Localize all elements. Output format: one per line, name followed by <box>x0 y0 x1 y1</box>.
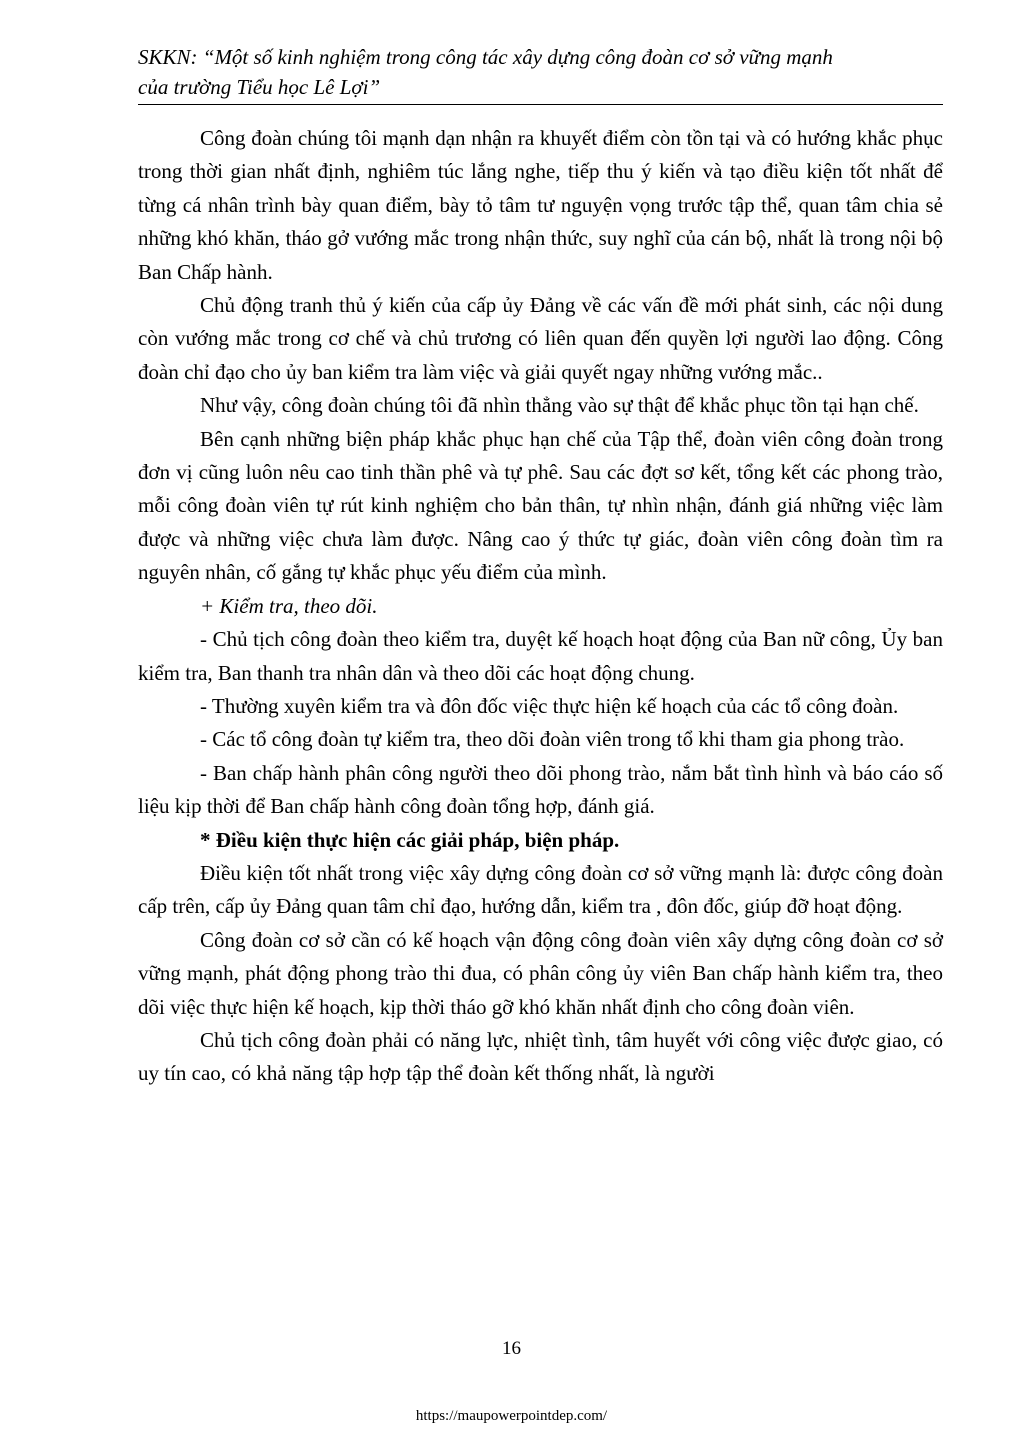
section-heading-dieu-kien: * Điều kiện thực hiện các giải pháp, biện pháp. <box>200 827 620 852</box>
page-number: 16 <box>502 1338 521 1359</box>
paragraph: Điều kiện tốt nhất trong việc xây dựng công đoàn cơ sở vững mạnh là: được công đoàn cấp trên, cấp ủy Đảng quan tâm chỉ đạo, hướng dẫn, kiểm tra , đôn đốc, giúp đỡ hoạt động. <box>138 860 943 919</box>
paragraph: Công đoàn chúng tôi mạnh dạn nhận ra khuyết điểm còn tồn tại và có hướng khắc phục trong thời gian nhất định, nghiêm túc lắng nghe, tiếp thu ý kiến và tạo điều kiện tốt nhất để từng cá nhân trình bày quan điểm, bày tỏ tâm tư nguyện vọng trước tập thể, quan tâm chia sẻ những khó khăn, tháo gở vướng mắc trong nhận thức, suy nghĩ của cán bộ, nhất là trong nội bộ Ban Chấp hành. <box>138 126 943 284</box>
paragraph: Bên cạnh những biện pháp khắc phục hạn chế của Tập thể, đoàn viên công đoàn trong đơn vị cũng luôn nêu cao tinh thần phê và tự phê. Sau các đợt sơ kết, tổng kết các phong trào, mỗi công đoàn viên tự rút kinh nghiệm cho bản thân, tự nhìn nhận, đánh giá những việc làm được và những việc chưa làm được. Nâng cao ý thức tự giác, đoàn viên công đoàn tìm ra nguyên nhân, cố gắng tự khắc phục yếu điểm của mình. <box>138 426 943 585</box>
paragraph: Công đoàn cơ sở cần có kế hoạch vận động công đoàn viên xây dựng công đoàn cơ sở vững mạnh, phát động phong trào thi đua, có phân công ủy viên Ban chấp hành kiểm tra, theo dõi việc thực hiện kế hoạch, kịp thời tháo gỡ khó khăn nhất định cho công đoàn viên. <box>138 927 943 1019</box>
list-item: - Chủ tịch công đoàn theo kiểm tra, duyệt kế hoạch hoạt động của Ban nữ công, Ủy ban kiểm tra, Ban thanh tra nhân dân và theo dõi các hoạt động chung. <box>138 627 943 685</box>
list-item: - Các tổ công đoàn tự kiểm tra, theo dõi đoàn viên trong tổ khi tham gia phong trào. <box>200 727 905 752</box>
paragraph: Như vậy, công đoàn chúng tôi đã nhìn thẳng vào sự thật để khắc phục tồn tại hạn chế. <box>200 393 919 418</box>
paragraph: Chủ động tranh thủ ý kiến của cấp ủy Đảng về các vấn đề mới phát sinh, các nội dung còn vướng mắc trong cơ chế và chủ trương có liên quan đến quyền lợi người lao động. Công đoàn chỉ đạo cho ủy ban kiểm tra làm việc và giải quyết ngay những vướng mắc.. <box>138 293 943 384</box>
header-divider <box>138 104 943 105</box>
footer-url: https://maupowerpointdep.com/ <box>415 1408 608 1424</box>
page-body <box>138 122 943 1091</box>
running-header <box>138 42 943 102</box>
paragraph: Chủ tịch công đoàn phải có năng lực, nhiệt tình, tâm huyết với công việc được giao, có uy tín cao, có khả năng tập hợp tập thể đoàn kết thống nhất, là người <box>138 1027 943 1086</box>
header-line-1: SKKN: “Một số kinh nghiệm trong công tác xây dựng công đoàn cơ sở vững mạnh <box>138 45 833 69</box>
header-line-2: của trường Tiểu học Lê Lợi” <box>138 75 381 99</box>
subheading-kiem-tra: + Kiểm tra, theo dõi. <box>200 593 378 618</box>
list-item: - Ban chấp hành phân công người theo dõi phong trào, nắm bắt tình hình và báo cáo số liệu kịp thời để Ban chấp hành công đoàn tổng hợp, đánh giá. <box>138 760 943 819</box>
list-item: - Thường xuyên kiểm tra và đôn đốc việc thực hiện kế hoạch của các tổ công đoàn. <box>200 693 899 718</box>
